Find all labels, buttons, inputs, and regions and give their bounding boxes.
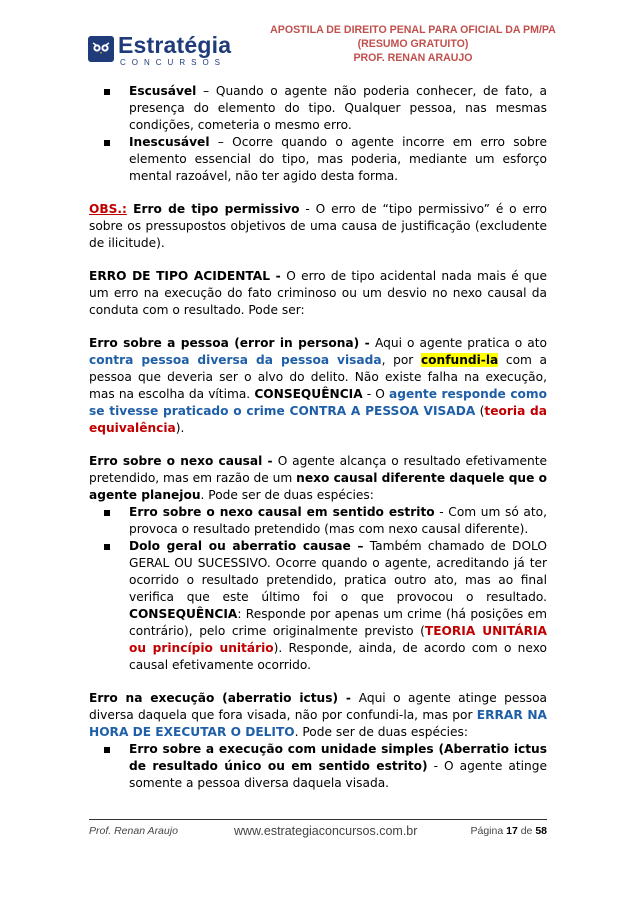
- execucao-term: Erro na execução (aberratio ictus) -: [89, 691, 359, 705]
- list-item-inescusavel: [89, 134, 547, 185]
- dolo-consequencia: CONSEQUÊNCIA: [129, 607, 238, 621]
- footer-page-number: [470, 825, 547, 837]
- logo-wordmark: Estratégia: [118, 32, 232, 58]
- pessoa-text-2: , por: [381, 353, 421, 367]
- pessoa-text-5: (: [475, 404, 485, 418]
- acidental-term: ERRO DE TIPO ACIDENTAL -: [89, 269, 287, 283]
- list-item-nexo-estrito: [89, 504, 547, 538]
- nexo-paragraph: [89, 453, 547, 504]
- pessoa-paragraph: [89, 335, 547, 437]
- list-item-escusavel: [89, 83, 547, 134]
- estrategia-logo: [88, 32, 238, 74]
- execucao-text-2: . Pode ser de duas espécies:: [294, 725, 468, 739]
- page-of: de: [517, 825, 536, 837]
- execucao-text-1: Aqui o agente atinge pessoa diversa daquela que fora visada, não por confundi-la, mas por: [89, 691, 548, 722]
- footer-website-link[interactable]: www.estrategiaconcursos.com.br: [234, 824, 418, 838]
- pessoa-red-1: teoria da equivalência: [89, 404, 547, 435]
- bullet-list-erro-tipo: [89, 83, 547, 185]
- list-item-unidade-simples: [89, 741, 547, 792]
- obs-text: - O erro de “tipo permissivo” é o erro sobre os pressupostos objetivos de uma causa de justificação (excludente de ilicitude).: [89, 202, 547, 250]
- header-title-line2: (RESUMO GRATUITO): [357, 38, 469, 50]
- pessoa-text-1: Aqui o agente pratica o ato: [375, 336, 547, 350]
- pessoa-blue-1: contra pessoa diversa da pessoa visada: [89, 353, 382, 367]
- acidental-text: O erro de tipo acidental nada mais é que um erro na execução do fato criminoso ou um desvio no nexo causal da conduta com o resultado. Pode ser:: [89, 269, 547, 317]
- dolo-red: TEORIA UNITÁRIA ou princípio unitário: [129, 624, 547, 655]
- obs-label: OBS.:: [89, 202, 127, 216]
- page-label: Página: [470, 825, 507, 837]
- page-header: [0, 0, 638, 70]
- pessoa-term: Erro sobre a pessoa (error in persona) -: [89, 336, 376, 350]
- nexo-text-2: . Pode ser de duas espécies:: [200, 488, 374, 502]
- term-dolo-geral: Dolo geral ou aberratio causae –: [129, 539, 364, 553]
- logo-subtitle: CONCURSOS: [120, 58, 227, 67]
- header-title: [268, 23, 558, 65]
- pessoa-text-3: com a pessoa que deveria ser o alvo do delito. Não existe falha na execução, mas na escolha da vítima.: [89, 353, 548, 401]
- nexo-text-1: O agente alcança o resultado efetivamente pretendido, mas em razão de um: [89, 454, 547, 485]
- acidental-paragraph: [89, 268, 547, 319]
- list-item-dolo-geral: [89, 538, 547, 674]
- pessoa-consequencia: CONSEQUÊNCIA: [254, 387, 363, 401]
- owl-logo-icon: [88, 36, 114, 62]
- text-escusavel: – Quando o agente não poderia conhecer, de fato, a presença do elemento do tipo. Qualquer pessoa, nas mesmas condições, cometeria o mesmo erro.: [129, 84, 547, 132]
- pessoa-blue-2: agente responde como se tivesse praticado o crime CONTRA A PESSOA VISADA: [89, 387, 547, 418]
- obs-paragraph: [89, 201, 547, 252]
- header-title-line3: PROF. RENAN ARAUJO: [353, 52, 473, 64]
- nexo-bold-1: nexo causal diferente daquele que o agente planejou: [89, 471, 547, 502]
- term-escusavel: Escusável: [129, 84, 197, 98]
- pessoa-text-4: - O: [362, 387, 390, 401]
- text-inescusavel: – Ocorre quando o agente incorre em erro sobre elemento essencial do tipo, mas poderia, mediante um esforço mental razoável, não ter agido desta forma.: [129, 135, 547, 183]
- bullet-icon: [104, 140, 110, 146]
- nexo-term: Erro sobre o nexo causal -: [89, 454, 278, 468]
- bullet-icon: [104, 89, 110, 95]
- execucao-paragraph: [89, 690, 547, 741]
- footer-divider: [89, 819, 547, 820]
- term-inescusavel: Inescusável: [129, 135, 210, 149]
- footer-author: Prof. Renan Araujo: [89, 825, 178, 837]
- text-dolo-geral: Também chamado de DOLO GERAL OU SUCESSIVO. Ocorre quando o agente, acreditando já ter ocorrido o resultado pretendido, pratica outro ato, mas ao final verifica que este último foi o que provocou o resultado.: [129, 539, 547, 604]
- page-footer: [89, 825, 547, 841]
- document-body: [89, 83, 547, 792]
- bullet-list-execucao: [89, 741, 547, 792]
- bullet-list-nexo: [89, 504, 547, 674]
- obs-term: Erro de tipo permissivo: [126, 202, 300, 216]
- term-unidade-simples: Erro sobre a execução com unidade simples (Aberratio ictus de resultado único ou em sentido estrito): [129, 742, 547, 773]
- bullet-icon: [104, 747, 110, 753]
- dolo-text-3: ). Responde, ainda, de acordo com o nexo causal efetivamente ocorrido.: [129, 641, 547, 672]
- text-unidade-simples: - O agente atinge somente a pessoa diversa daquela visada.: [129, 759, 547, 790]
- page-num: 17: [506, 825, 518, 837]
- pessoa-highlight: confundi-la: [420, 353, 499, 367]
- execucao-blue-1: ERRAR NA HORA DE EXECUTAR O DELITO: [89, 708, 547, 739]
- text-nexo-estrito: - Com um só ato, provoca o resultado pretendido (mas com nexo causal diferente).: [129, 505, 548, 536]
- bullet-icon: [104, 544, 110, 550]
- bullet-icon: [104, 510, 110, 516]
- page-total: 58: [535, 825, 547, 837]
- dolo-text-2: : Responde por apenas um crime (há posições em contrário), pelo crime originalmente previsto (: [129, 607, 547, 638]
- term-nexo-estrito: Erro sobre o nexo causal em sentido estrito: [129, 505, 435, 519]
- pessoa-text-6: ).: [175, 421, 185, 435]
- header-title-line1: APOSTILA DE DIREITO PENAL PARA OFICIAL DA PM/PA: [270, 24, 556, 36]
